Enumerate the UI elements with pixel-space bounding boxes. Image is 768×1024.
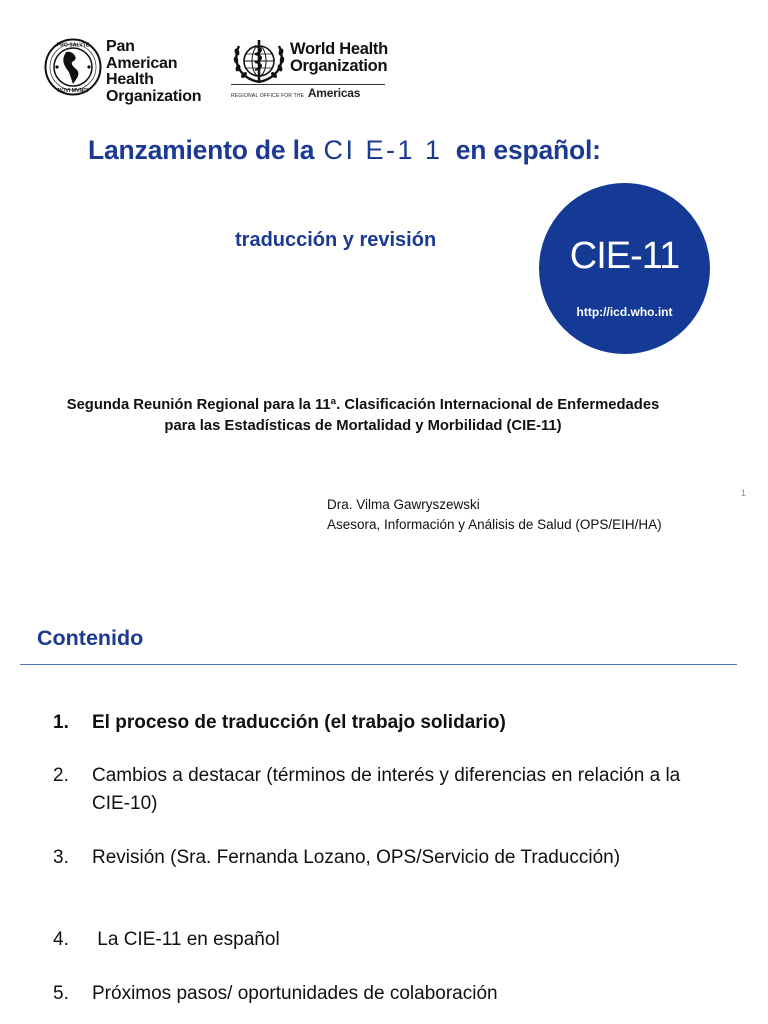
meeting-line-2: para las Estadísticas de Mortalidad y Morbilidad (CIE-11) [164, 418, 562, 434]
paho-name [106, 39, 209, 105]
page-subtitle: traducción y revisión [235, 229, 437, 251]
meeting-line-1: Segunda Reunión Regional para la 11ª. Clasificación Internacional de Enfermedades [66, 397, 660, 413]
paho-name-line-2: Health [106, 71, 154, 88]
list-item-text: Próximos pasos/ oportunidades de colaboración [92, 983, 498, 1004]
title-cie: CI E-1 1 [323, 135, 443, 165]
svg-text:PRO SALVTE: PRO SALVTE [56, 42, 90, 49]
contents-divider [20, 664, 737, 665]
paho-seal-icon [44, 38, 102, 96]
who-emblem-icon [231, 36, 287, 86]
who-region-prefix: REGIONAL OFFICE FOR THE [231, 93, 305, 99]
list-item-text: Revisión (Sra. Fernanda Lozano, OPS/Servicio de Traducción) [92, 847, 621, 868]
list-item-number: 4. [53, 929, 69, 950]
cie-11-badge [539, 183, 710, 354]
title-after: en español: [455, 135, 601, 165]
title-before: Lanzamiento de la [88, 135, 315, 165]
paho-name-line-1: Pan American [106, 38, 178, 72]
who-name-line-2: Organization [290, 57, 388, 75]
badge-url[interactable]: http://icd.who.int [576, 305, 673, 319]
list-item-text: La CIE-11 en español [92, 929, 280, 950]
page-title [88, 135, 601, 166]
badge-title: CIE-11 [569, 235, 680, 277]
presenter-role: Asesora, Información y Análisis de Salud (OPS/EIH/HA) [327, 517, 662, 532]
who-name [290, 41, 388, 75]
paho-name-line-3: Organization [106, 87, 202, 105]
paho-logo [44, 38, 209, 105]
who-name-line-1: World Health [290, 40, 388, 58]
meeting-title [20, 395, 706, 437]
contents-title: Contenido [37, 626, 144, 650]
who-logo [231, 36, 391, 100]
presenter [327, 495, 662, 535]
page-number: 1 [741, 488, 747, 498]
who-region [231, 86, 360, 100]
presenter-name: Dra. Vilma Gawryszewski [327, 497, 480, 512]
who-region-name: Americas [307, 86, 361, 100]
svg-text:NOVI MVNDI: NOVI MVNDI [57, 88, 89, 94]
list-item-number: 2. [53, 765, 69, 786]
who-divider [231, 84, 385, 85]
list-item-number: 1. [53, 712, 69, 733]
list-item-text: El proceso de traducción (el trabajo solidario) [92, 712, 506, 733]
list-item-text: Cambios a destacar (términos de interés y diferencias en relación a la CIE-10) [92, 765, 681, 814]
list-item-number: 5. [53, 983, 69, 1004]
list-item-number: 3. [53, 847, 69, 868]
